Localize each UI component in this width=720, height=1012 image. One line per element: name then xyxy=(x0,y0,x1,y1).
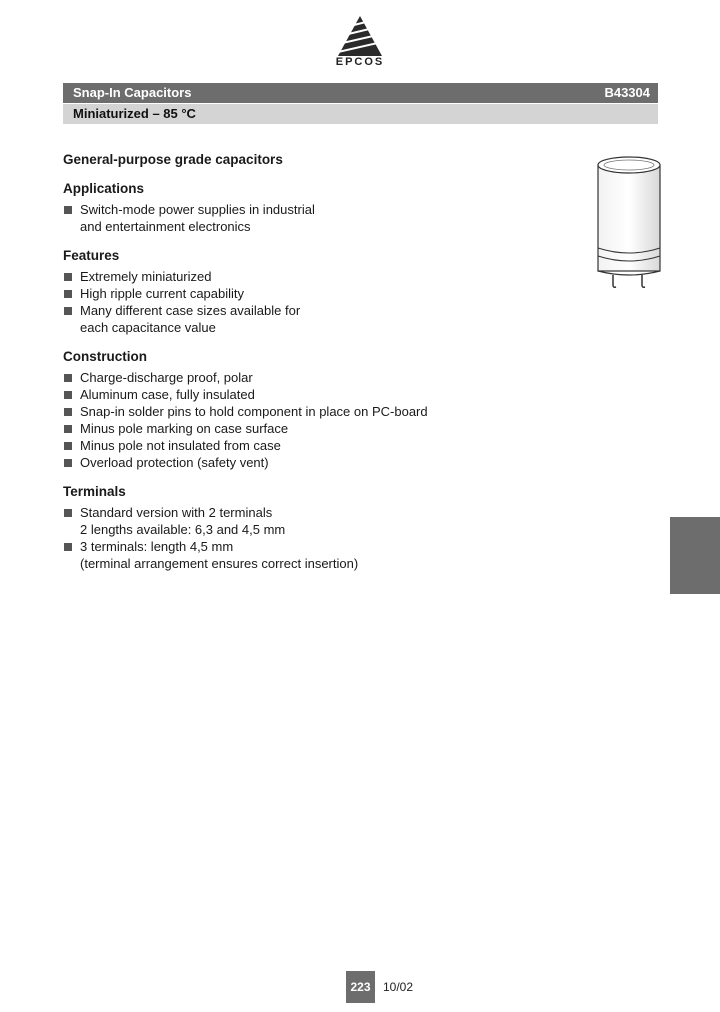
list-item xyxy=(63,302,563,336)
list-item-text: 2 lengths available: 6,3 and 4,5 mm xyxy=(80,522,286,537)
category-title: Snap-In Capacitors xyxy=(73,85,192,100)
list-item-text: Charge-discharge proof, polar xyxy=(80,370,253,385)
main-content xyxy=(63,152,563,585)
list-item-text: Standard version with 2 terminals xyxy=(80,505,273,520)
part-number: B43304 xyxy=(604,85,650,100)
applications-list xyxy=(63,201,563,235)
terminals-list xyxy=(63,504,563,572)
list-item-text: Minus pole not insulated from case xyxy=(80,438,281,453)
list-item-text: Snap-in solder pins to hold component in place on PC-board xyxy=(80,404,428,419)
subtitle: Miniaturized – 85 °C xyxy=(73,106,196,121)
list-item xyxy=(63,369,563,386)
list-item xyxy=(63,285,563,302)
list-item xyxy=(63,420,563,437)
list-item-text: Extremely miniaturized xyxy=(80,269,212,284)
list-item-text: 3 terminals: length 4,5 mm xyxy=(80,539,234,554)
category-band xyxy=(63,83,658,103)
list-item xyxy=(63,454,563,471)
section-heading-construction: Construction xyxy=(63,349,147,364)
list-item-text: Many different case sizes available for xyxy=(80,303,301,318)
list-item xyxy=(63,437,563,454)
issue-date: 10/02 xyxy=(383,980,414,994)
section-tab-marker xyxy=(670,517,720,594)
list-item xyxy=(63,403,563,420)
epcos-logo-icon xyxy=(338,16,382,56)
page-number: 223 xyxy=(346,971,375,1003)
construction-list xyxy=(63,369,563,471)
list-item-text: High ripple current capability xyxy=(80,286,245,301)
section-heading-features: Features xyxy=(63,248,120,263)
list-item xyxy=(63,386,563,403)
list-item-text: Minus pole marking on case surface xyxy=(80,421,289,436)
subtitle-band xyxy=(63,104,658,124)
capacitor-image xyxy=(592,155,666,291)
list-item xyxy=(63,268,563,285)
document-title: General-purpose grade capacitors xyxy=(63,152,283,167)
list-item xyxy=(63,504,563,538)
list-item xyxy=(63,538,563,572)
list-item-text: each capacitance value xyxy=(80,320,216,335)
section-heading-terminals: Terminals xyxy=(63,484,126,499)
list-item-text: Overload protection (safety vent) xyxy=(80,455,269,470)
list-item xyxy=(63,201,563,235)
list-item-text: Switch-mode power supplies in industrial xyxy=(80,202,315,217)
epcos-logo xyxy=(320,16,400,72)
brand-name: EPCOS xyxy=(335,56,385,68)
features-list xyxy=(63,268,563,336)
list-item-text: Aluminum case, fully insulated xyxy=(80,387,255,402)
list-item-text: and entertainment electronics xyxy=(80,219,251,234)
section-heading-applications: Applications xyxy=(63,181,145,196)
list-item-text: (terminal arrangement ensures correct insertion) xyxy=(80,556,359,571)
